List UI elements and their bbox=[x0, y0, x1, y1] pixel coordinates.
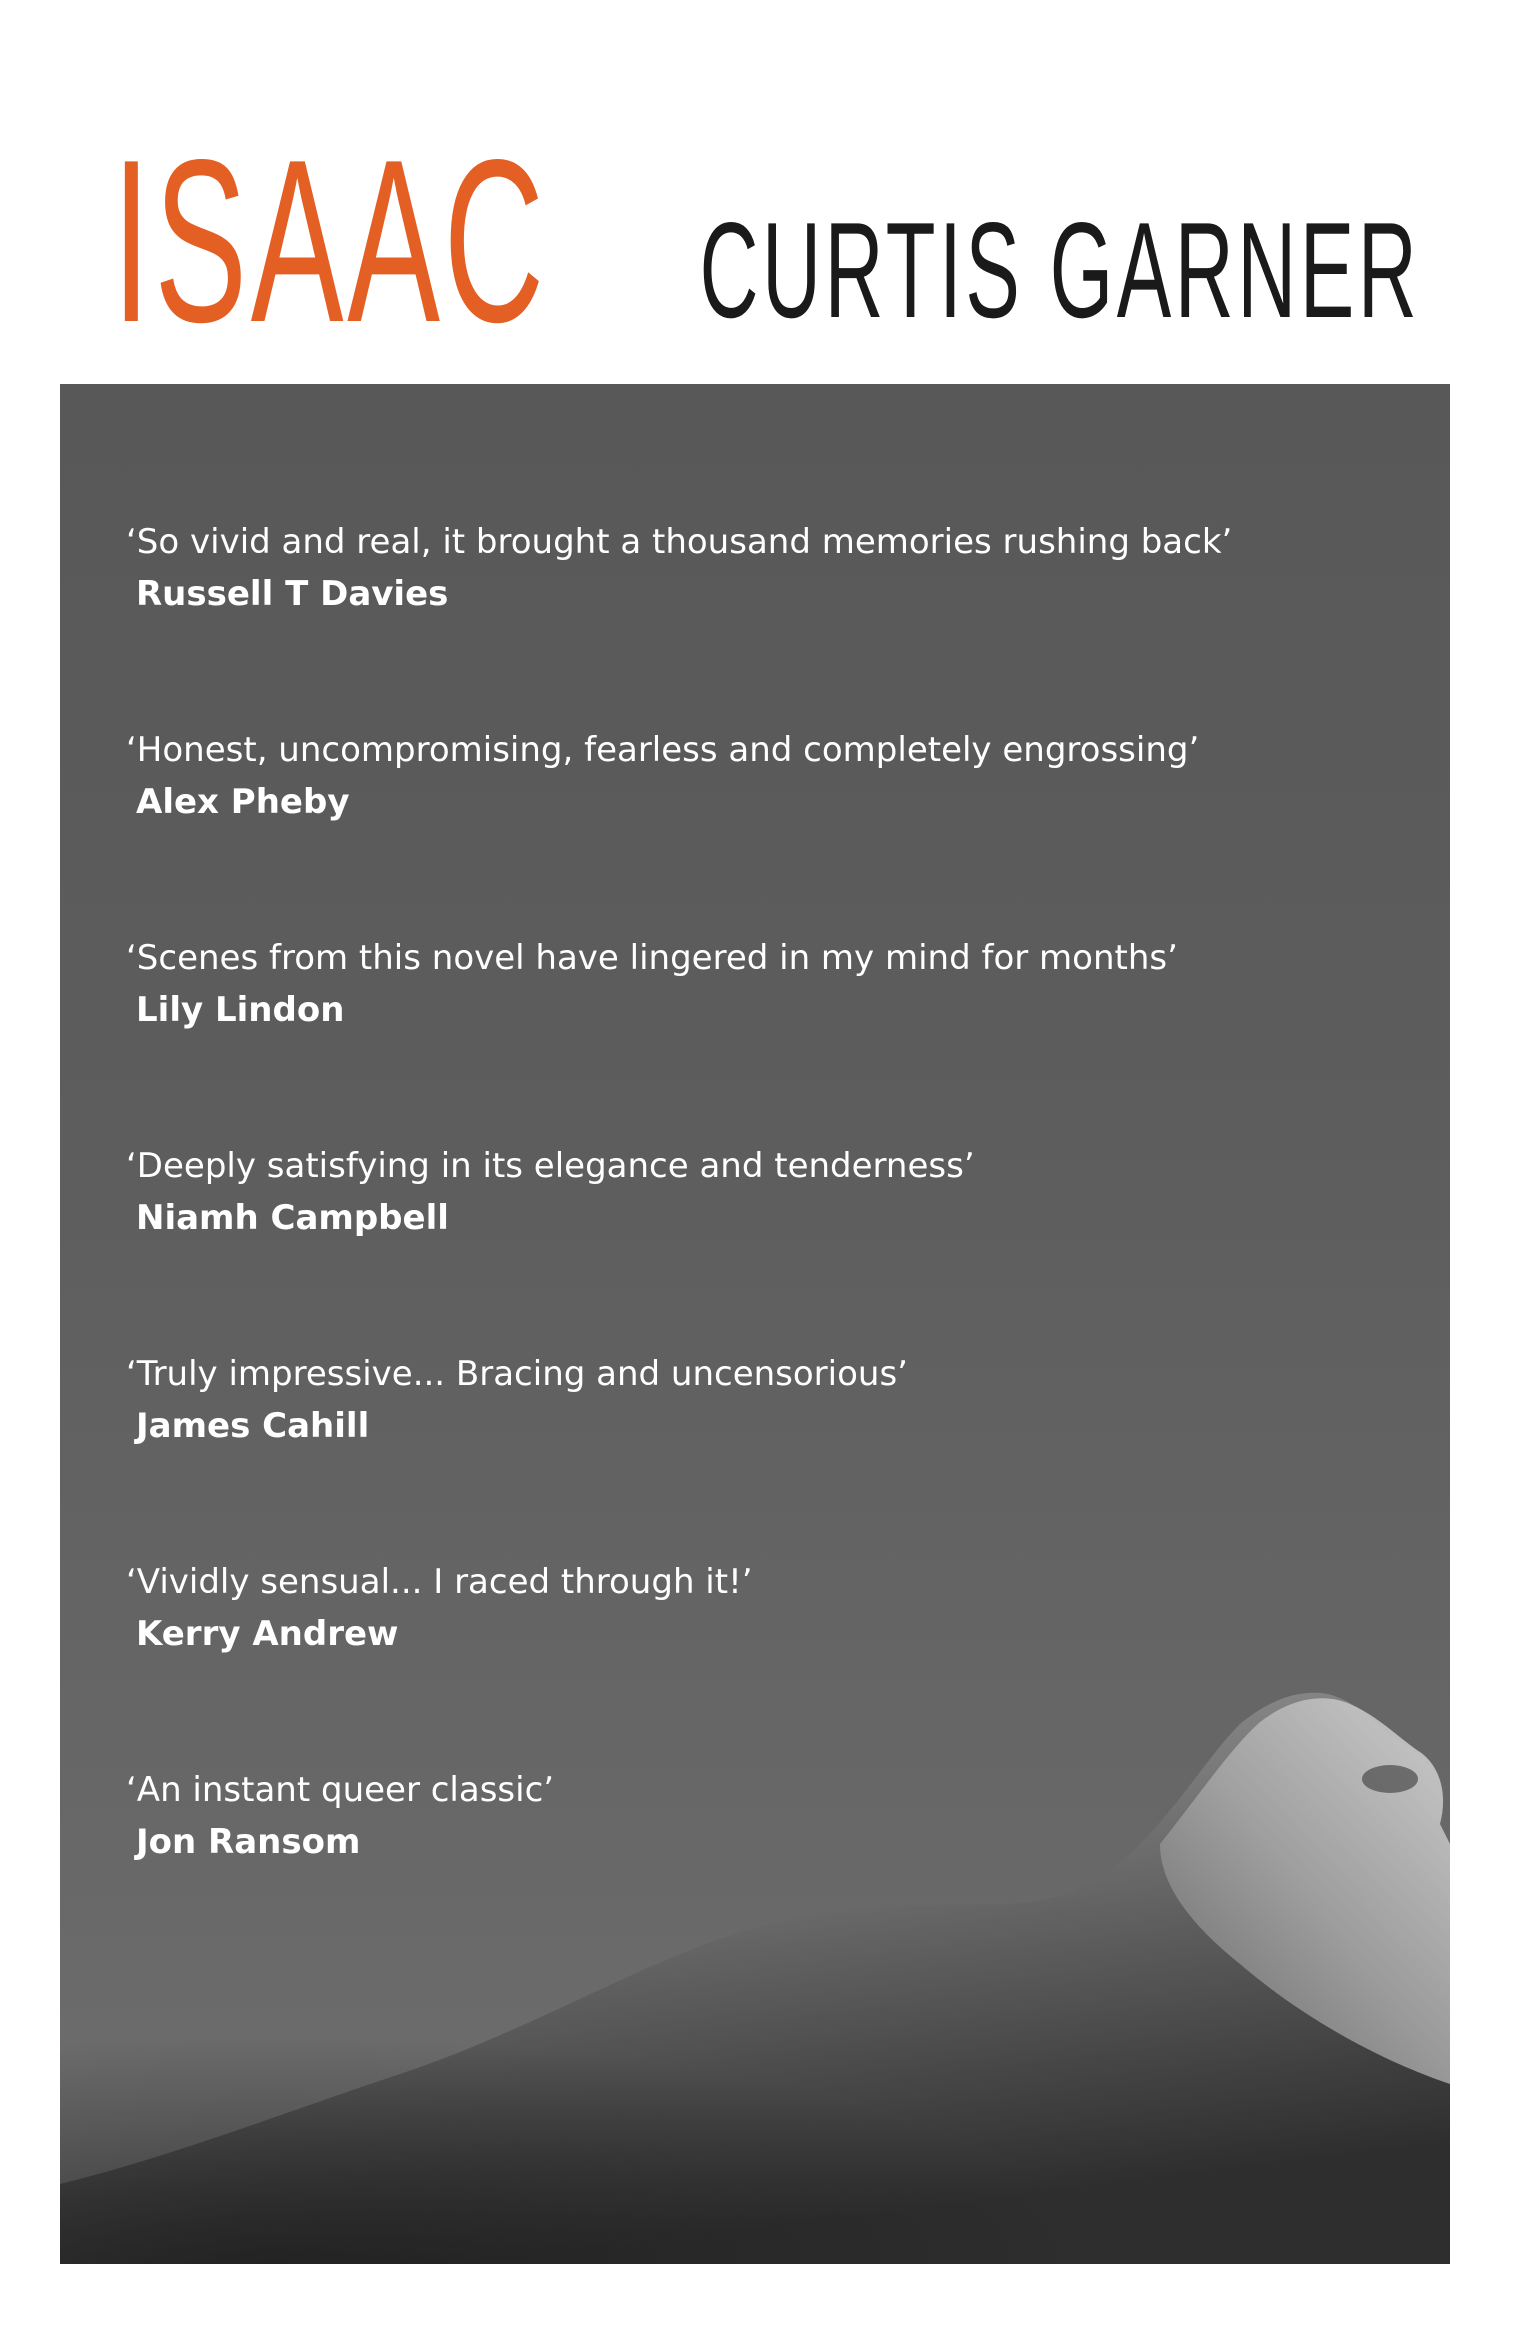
review-quote bbox=[126, 1558, 1386, 1766]
review-quote bbox=[126, 1766, 1386, 1974]
quote-author: Niamh Campbell bbox=[136, 1198, 449, 1238]
quote-text: ‘Honest, uncompromising, fearless and completely engrossing’ bbox=[126, 730, 1200, 770]
book-title: ISAAC bbox=[112, 112, 548, 371]
quote-text: ‘Vividly sensual... I raced through it!’ bbox=[126, 1562, 753, 1602]
quote-author: Alex Pheby bbox=[136, 782, 350, 822]
quote-author: James Cahill bbox=[136, 1406, 370, 1446]
quote-text: ‘Deeply satisfying in its elegance and tenderness’ bbox=[126, 1146, 975, 1186]
quote-author: Jon Ransom bbox=[136, 1822, 361, 1862]
quote-text: ‘So vivid and real, it brought a thousand memories rushing back’ bbox=[126, 522, 1233, 562]
review-quote bbox=[126, 1142, 1386, 1350]
review-quotes-list bbox=[126, 518, 1386, 1974]
review-quote bbox=[126, 934, 1386, 1142]
review-quote bbox=[126, 726, 1386, 934]
review-quote bbox=[126, 1350, 1386, 1558]
quote-text: ‘An instant queer classic’ bbox=[126, 1770, 555, 1810]
quote-author: Kerry Andrew bbox=[136, 1614, 399, 1654]
quote-author: Russell T Davies bbox=[136, 574, 449, 614]
quote-text: ‘Scenes from this novel have lingered in my mind for months’ bbox=[126, 938, 1178, 978]
quote-text: ‘Truly impressive... Bracing and uncensorious’ bbox=[126, 1354, 908, 1394]
quote-author: Lily Lindon bbox=[136, 990, 345, 1030]
review-quote bbox=[126, 518, 1386, 726]
author-name: CURTIS GARNER bbox=[699, 194, 1420, 346]
